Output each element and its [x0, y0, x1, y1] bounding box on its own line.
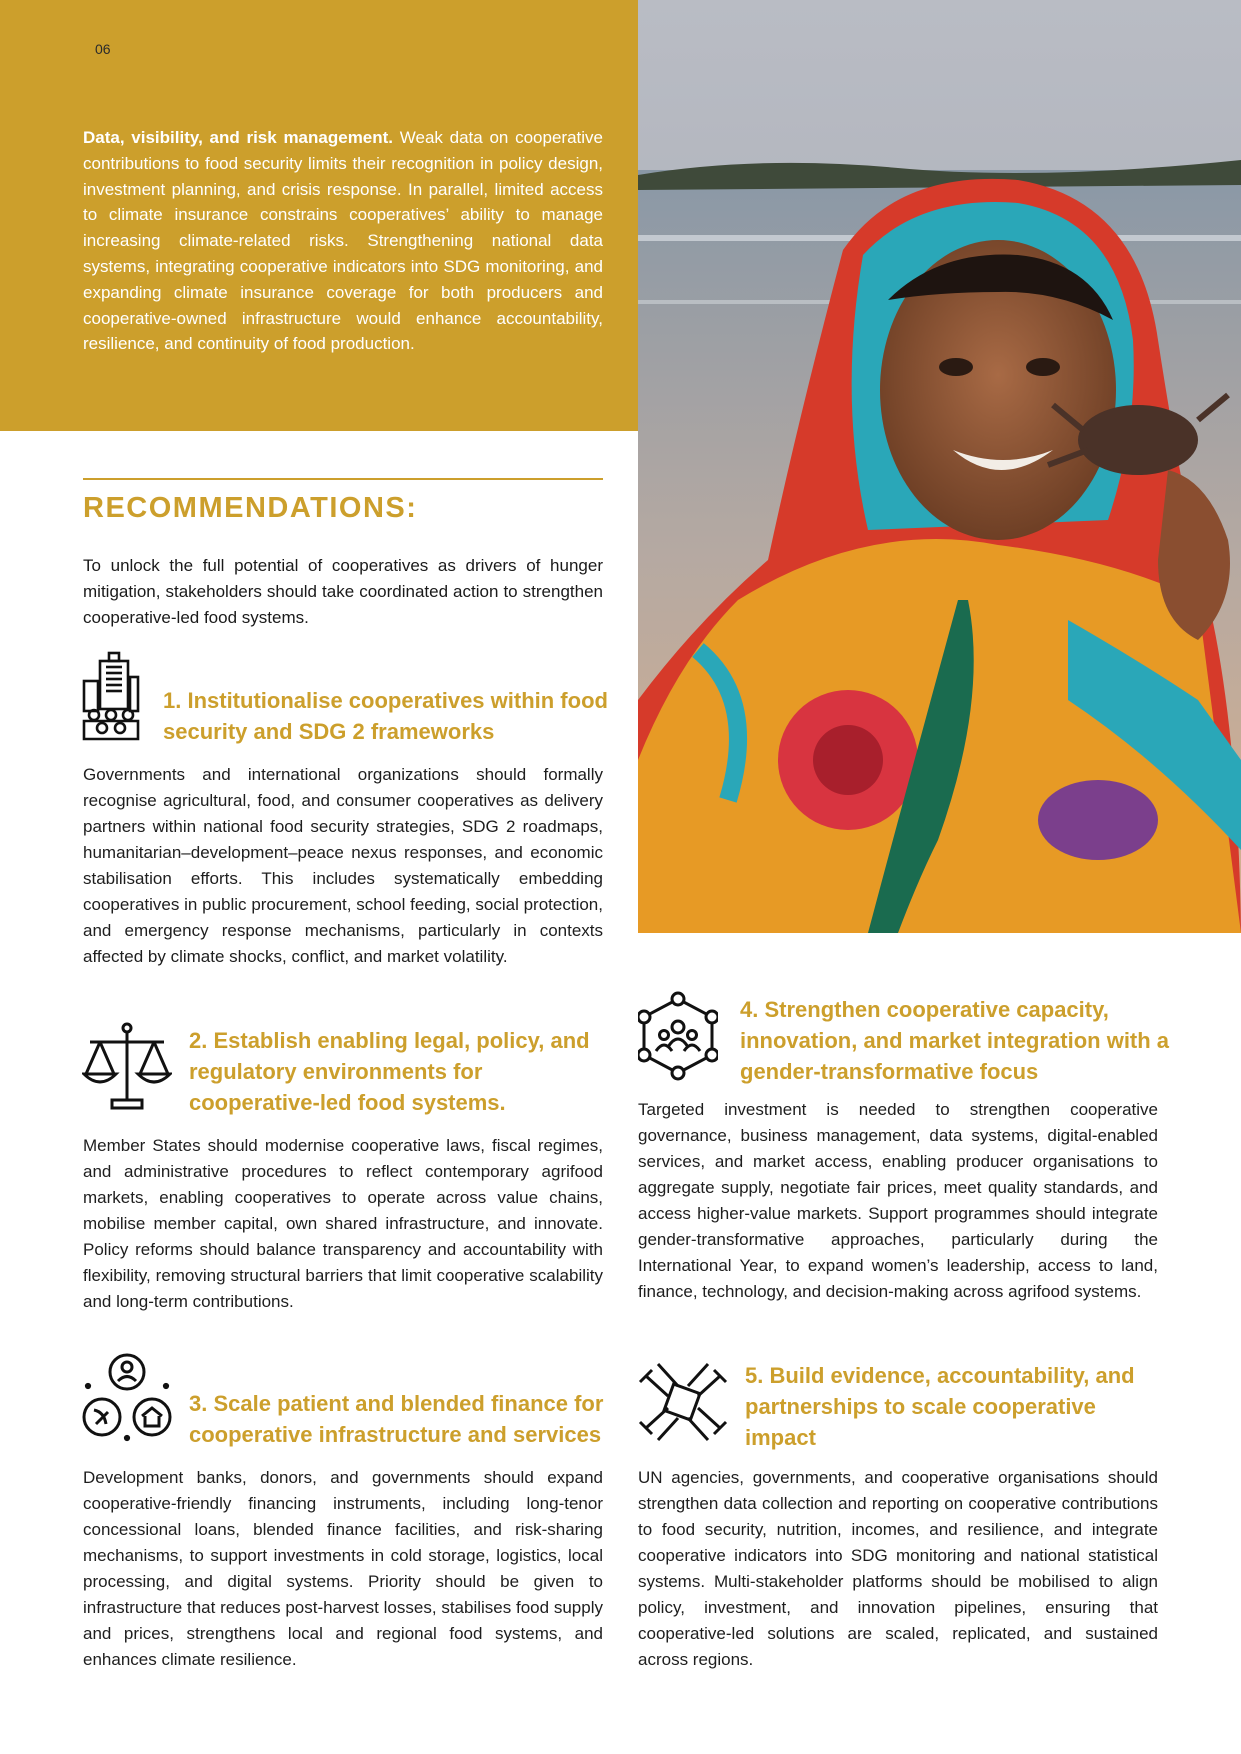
rec-4-body: Targeted investment is needed to strengthen cooperative governance, business management, data systems, digital-enabled services, and market access, enabling producer organisations to aggregate supply, negotiate fair prices, meet quality standards, and access higher-value markets. Support programmes should integrate gender-transformative approaches, particularly during the International Year, to expand women’s leadership, access to land, finance, technology, and decision-making across agrifood systems. [638, 1100, 1158, 1301]
rec-4-title: 4. Strengthen cooperative capacity, innovation, and market integration with a gender-transformative focus [740, 997, 1170, 1084]
people-network-icon [638, 991, 718, 1086]
rec-1-title: 1. Institutionalise cooperatives within food security and SDG 2 frameworks [163, 688, 608, 744]
finance-network-icon [82, 1352, 172, 1447]
joined-hands-icon [638, 1356, 728, 1453]
intro-paragraph [83, 125, 603, 357]
intro-lead: Data, visibility, and risk management. [83, 128, 394, 147]
recommendations-lead: To unlock the full potential of cooperatives as drivers of hunger mitigation, stakeholders should take coordinated action to strengthen cooperative-led food systems. [83, 556, 603, 627]
rec-5-title: 5. Build evidence, accountability, and partnerships to scale cooperative impact [745, 1363, 1135, 1450]
woman-with-crab-photo [638, 0, 1241, 933]
recommendations-heading: RECOMMENDATIONS: [83, 492, 418, 524]
scales-icon [82, 1022, 172, 1117]
intro-body: Weak data on cooperative contributions to food security limits their recognition in policy design, investment planning, and crisis response. In parallel, limited access to climate insurance constrains cooperatives’ ability to manage increasing climate-related risks. Strengthening national data systems, integrating cooperative indicators into SDG monitoring, and expanding climate insurance coverage for both producers and cooperative-owned infrastructure would enhance accountability, resilience, and continuity of food production. [83, 128, 603, 354]
page-number: 06 [95, 41, 111, 57]
rec-2-body: Member States should modernise cooperative laws, fiscal regimes, and administrative procedures to reflect contemporary agrifood markets, enabling cooperatives to operate across value chains, mobilise member capital, own shared infrastructure, and innovate. Policy reforms should balance transparency and accountability with flexibility, removing structural barriers that limit cooperative scalability and long-term contributions. [83, 1136, 603, 1311]
rec-1-body: Governments and international organizations should formally recognise agricultural, food, and consumer cooperatives as delivery partners within national food security strategies, SDG 2 roadmaps, humanitarian–development–peace nexus responses, and economic stabilisation efforts. This includes systematically embedding cooperatives in public procurement, school feeding, social protection, and emergency response mechanisms, particularly in contexts affected by climate shocks, conflict, and market volatility. [83, 765, 603, 966]
rec-2-title: 2. Establish enabling legal, policy, and regulatory environments for cooperative-led food systems. [189, 1028, 590, 1115]
rec-3-body: Development banks, donors, and governments should expand cooperative-friendly financing instruments, including long-tenor concessional loans, blended finance facilities, and risk-sharing mechanisms, to support investments in cold storage, logistics, local processing, and digital systems. Priority should be given to infrastructure that reduces post-harvest losses, stabilises food supply and prices, strengthens local and regional food systems, and enhances climate resilience. [83, 1468, 603, 1669]
section-divider [83, 478, 603, 480]
photo-illustration [638, 0, 1241, 933]
rec-5-body: UN agencies, governments, and cooperative organisations should strengthen data collection and reporting on cooperative contributions to food security, nutrition, incomes, and resilience, and integrate cooperative indicators into SDG monitoring and national statistical systems. Multi-stakeholder platforms should be mobilised to align policy, investment, and innovation pipelines, ensuring that cooperative-led solutions are scaled, replicated, and sustained across regions. [638, 1468, 1158, 1669]
city-community-icon [82, 651, 140, 746]
rec-3-title: 3. Scale patient and blended finance for cooperative infrastructure and services [189, 1391, 604, 1447]
